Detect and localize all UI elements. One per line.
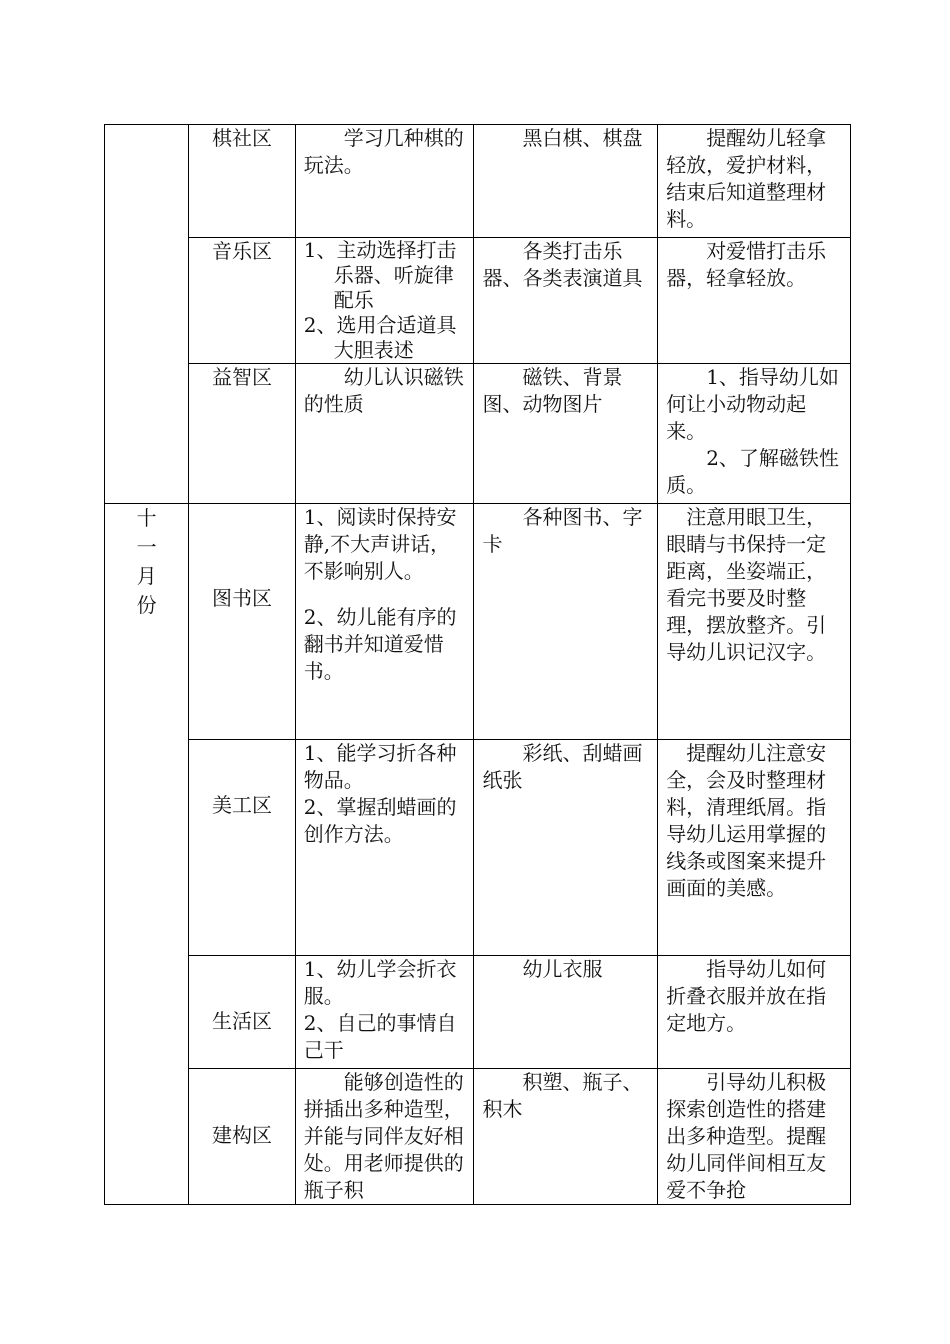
- area-cell: [189, 364, 295, 504]
- material-cell: [474, 740, 658, 956]
- material-text: 积塑、瓶子、积木: [482, 1070, 643, 1121]
- month-label: 十一月份: [136, 506, 157, 617]
- material-text: 幼儿衣服: [522, 957, 603, 981]
- area-name: 益智区: [212, 365, 273, 389]
- goal-cell: [295, 504, 474, 740]
- goal-text: 学习几种棋的玩法。: [303, 126, 464, 177]
- guide-cell: [658, 740, 851, 956]
- month-cell-empty: [105, 125, 189, 504]
- area-name: 图书区: [212, 586, 273, 610]
- table-row: [105, 956, 851, 1069]
- goal-cell: [295, 125, 474, 238]
- goal-text: 2、幼儿能有序的翻书并知道爱惜书。: [303, 605, 457, 683]
- area-cell: [189, 740, 295, 956]
- material-cell: [474, 504, 658, 740]
- goal-text: 1、能学习折各种物品。: [303, 741, 457, 792]
- goal-text: 2、自己的事情自己干: [303, 1011, 457, 1062]
- goal-text: 1、阅读时保持安静,不大声讲话，不影响别人。: [303, 505, 457, 583]
- table-row: [105, 125, 851, 238]
- table-row: [105, 504, 851, 740]
- guide-text: 提醒幼儿注意安全，会及时整理材料，清理纸屑。指导幼儿运用掌握的线条或图案来提升画面的美感。: [666, 741, 827, 900]
- area-name: 生活区: [212, 1009, 273, 1033]
- material-text: 彩纸、刮蜡画纸张: [482, 741, 643, 792]
- goal-text: 2、掌握刮蜡画的创作方法。: [303, 795, 457, 846]
- material-text: 黑白棋、棋盘: [522, 126, 643, 150]
- material-cell: [474, 364, 658, 504]
- material-cell: [474, 1069, 658, 1205]
- area-name: 棋社区: [212, 126, 273, 150]
- guide-text: 提醒幼儿轻拿轻放，爱护材料，结束后知道整理材料。: [666, 126, 827, 231]
- table-row: [105, 238, 851, 364]
- material-text: 各类打击乐器、各类表演道具: [482, 239, 643, 290]
- guide-cell: [658, 956, 851, 1069]
- table-row: [105, 364, 851, 504]
- guide-text: 注意用眼卫生，眼睛与书保持一定距离，坐姿端正，看完书要及时整理，摆放整齐。引导幼儿识记汉字。: [666, 505, 827, 664]
- material-text: 各种图书、字卡: [482, 505, 643, 556]
- goal-text: 1、主动选择打击乐器、听旋律配乐: [303, 238, 457, 312]
- guide-cell: [658, 364, 851, 504]
- table-row: [105, 740, 851, 956]
- goal-cell: [295, 238, 474, 364]
- goal-cell: [295, 364, 474, 504]
- guide-text: 2、了解磁铁性质。: [666, 446, 839, 497]
- area-cell: [189, 956, 295, 1069]
- guide-text: 对爱惜打击乐器，轻拿轻放。: [666, 239, 827, 290]
- guide-cell: [658, 1069, 851, 1205]
- goal-cell: [295, 956, 474, 1069]
- material-cell: [474, 956, 658, 1069]
- material-cell: [474, 125, 658, 238]
- month-cell: [105, 504, 189, 1205]
- table-row: [105, 1069, 851, 1205]
- area-cell: [189, 504, 295, 740]
- guide-text: 1、指导幼儿如何让小动物动起来。: [666, 365, 839, 443]
- guide-cell: [658, 125, 851, 238]
- material-cell: [474, 238, 658, 364]
- area-name: 音乐区: [212, 239, 273, 263]
- guide-text: 引导幼儿积极探索创造性的搭建出多种造型。提醒幼儿同伴间相互友爱不争抢: [666, 1070, 827, 1202]
- goal-text: 1、幼儿学会折衣服。: [303, 957, 457, 1008]
- goal-text: 2、选用合适道具大胆表述: [303, 313, 457, 362]
- material-text: 磁铁、背景图、动物图片: [482, 365, 623, 416]
- goal-text: 幼儿认识磁铁的性质: [303, 365, 464, 416]
- area-cell: [189, 238, 295, 364]
- goal-cell: [295, 740, 474, 956]
- goal-text: 能够创造性的拼插出多种造型，并能与同伴友好相处。用老师提供的瓶子积: [303, 1070, 464, 1202]
- area-cell: [189, 125, 295, 238]
- area-name: 美工区: [212, 793, 273, 817]
- area-name: 建构区: [212, 1123, 273, 1147]
- guide-cell: [658, 504, 851, 740]
- guide-cell: [658, 238, 851, 364]
- guide-text: 指导幼儿如何折叠衣服并放在指定地方。: [666, 957, 827, 1035]
- activity-area-table: [104, 124, 851, 1205]
- area-cell: [189, 1069, 295, 1205]
- goal-cell: [295, 1069, 474, 1205]
